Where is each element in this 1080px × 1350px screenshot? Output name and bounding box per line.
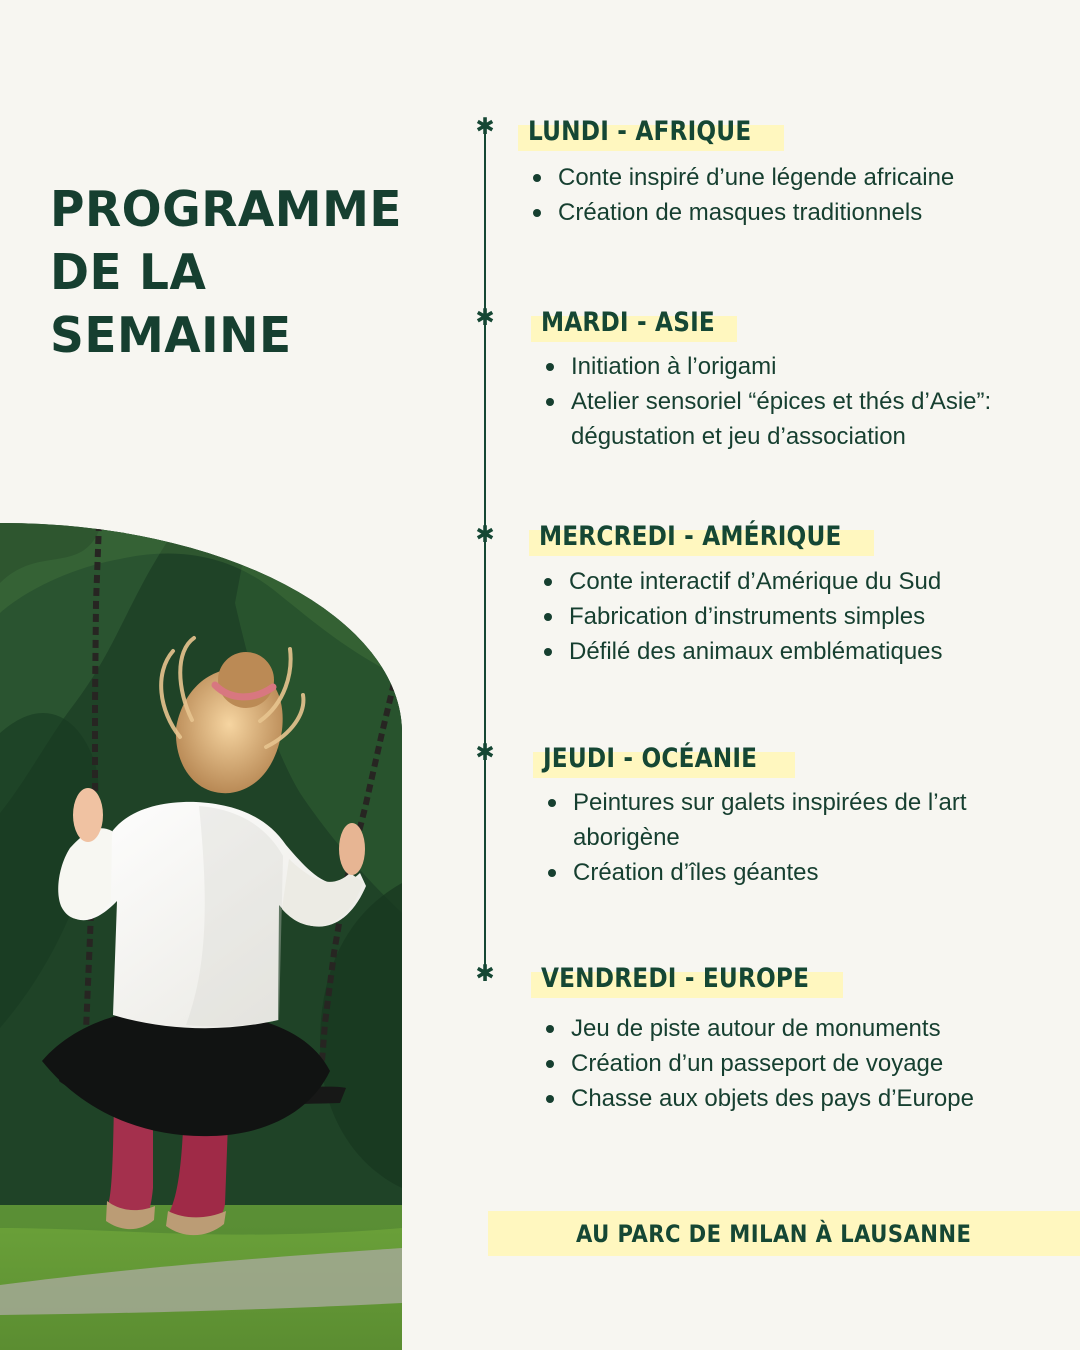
activity-item: Atelier sensoriel “épices et thés d’Asie”: <box>546 384 1066 419</box>
page-title-line-2: DE LA <box>50 244 207 301</box>
activity-item-continuation: aborigène <box>573 824 680 851</box>
day-heading-wednesday <box>529 516 874 556</box>
timeline-star-icon: ✱ <box>475 522 495 548</box>
timeline-star-icon: ✱ <box>475 114 495 140</box>
day-heading-text: MARDI - ASIE <box>541 306 715 338</box>
day-heading-text: VENDREDI - EUROPE <box>541 962 810 994</box>
day-heading-monday <box>518 111 784 151</box>
timeline-line <box>484 126 486 973</box>
tuesday-activities <box>546 349 1066 454</box>
day-heading-thursday <box>533 738 795 778</box>
page-title <box>50 178 402 367</box>
timeline-star-icon: ✱ <box>475 740 495 766</box>
day-heading-text: JEUDI - OCÉANIE <box>543 742 758 774</box>
child-on-swing-photo <box>0 523 402 1350</box>
activity-item: Chasse aux objets des pays d’Europe <box>546 1081 1066 1116</box>
friday-activities <box>546 1011 1066 1116</box>
wednesday-activities <box>544 564 1064 669</box>
timeline-star-icon: ✱ <box>475 305 495 331</box>
monday-activities <box>533 160 1053 230</box>
day-heading-text: MERCREDI - AMÉRIQUE <box>539 520 842 552</box>
activity-item-continuation: dégustation et jeu d’association <box>571 423 906 450</box>
page-title-line-3: SEMAINE <box>50 307 292 364</box>
activity-item: Fabrication d’instruments simples <box>544 599 1064 634</box>
day-heading-text: LUNDI - AFRIQUE <box>528 115 752 147</box>
page-title-line-1: PROGRAMME <box>50 181 403 238</box>
activity-item: Conte interactif d’Amérique du Sud <box>544 564 1064 599</box>
child-swing-photo <box>0 523 402 1350</box>
day-heading-friday <box>531 958 843 998</box>
activity-item: Conte inspiré d’une légende africaine <box>533 160 1053 195</box>
thursday-activities <box>548 785 1068 890</box>
child-left-hand <box>73 788 103 842</box>
location-text: AU PARC DE MILAN À LAUSANNE <box>576 1219 972 1248</box>
activity-item: Jeu de piste autour de monuments <box>546 1011 1066 1046</box>
day-heading-tuesday <box>531 302 737 342</box>
activity-item: Défilé des animaux emblématiques <box>544 634 1064 669</box>
activity-item: Création d’un passeport de voyage <box>546 1046 1066 1081</box>
activity-item: Peintures sur galets inspirées de l’art <box>548 785 1068 820</box>
activity-item: Création de masques traditionnels <box>533 195 1053 230</box>
activity-item: Initiation à l’origami <box>546 349 1066 384</box>
timeline-star-icon: ✱ <box>475 961 495 987</box>
child-right-hand <box>339 823 365 875</box>
activity-item: Création d’îles géantes <box>548 855 1068 890</box>
location-banner <box>488 1211 1080 1256</box>
